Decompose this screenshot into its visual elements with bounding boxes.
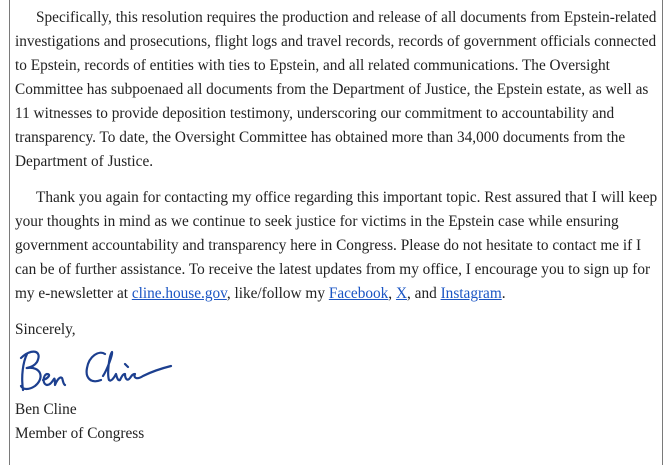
- facebook-link[interactable]: Facebook: [328, 285, 389, 302]
- signer-name: Ben Cline: [15, 401, 77, 418]
- letter-body: [9, 0, 663, 465]
- closing-salutation: Sincerely,: [15, 321, 76, 338]
- separator-and: , and: [407, 285, 441, 302]
- signature-stroke-en: [43, 374, 65, 385]
- instagram-link[interactable]: Instagram: [440, 285, 502, 302]
- x-link[interactable]: X: [395, 285, 408, 302]
- paragraph-thank-you: [15, 186, 658, 306]
- website-link[interactable]: cline.house.gov: [131, 285, 227, 302]
- signature-image: [13, 344, 178, 396]
- paragraph-thank-you-text: Thank you again for contacting my office regarding this important topic. Rest assured that I will keep your thoughts in mind as we continue to seek justice for victims in the Epstein case while ensuring government accountability and transparency here in Congress. Please do not hesitate to contact me if I can be of further assistance. To receive the latest updates from my office, I encourage you to sign up for my e-newsletter at: [15, 189, 658, 302]
- signature-stroke-c: [87, 353, 105, 381]
- signer-title: Member of Congress: [15, 425, 145, 442]
- signature-stroke-b: [21, 352, 41, 390]
- separator-comma: ,: [388, 285, 396, 302]
- signature-stroke-line: [103, 352, 171, 381]
- paragraph-resolution: Specifically, this resolution requires the production and release of all documents from Epstein-related investigations and prosecutions, flight logs and travel records, records of government officials connected to Epstein, records of entities with ties to Epstein, and all related communications. The Oversight Committee has subpoenaed all documents from the Department of Justice, the Epstein estate, as well as 11 witnesses to provide deposition testimony, underscoring our commitment to accountability and transparency. To date, the Oversight Committee has obtained more than 34,000 documents from the Department of Justice.: [15, 9, 657, 170]
- text-like-follow: , like/follow my: [226, 285, 329, 302]
- period: .: [501, 285, 506, 302]
- signature-stroke-dot: [125, 364, 128, 367]
